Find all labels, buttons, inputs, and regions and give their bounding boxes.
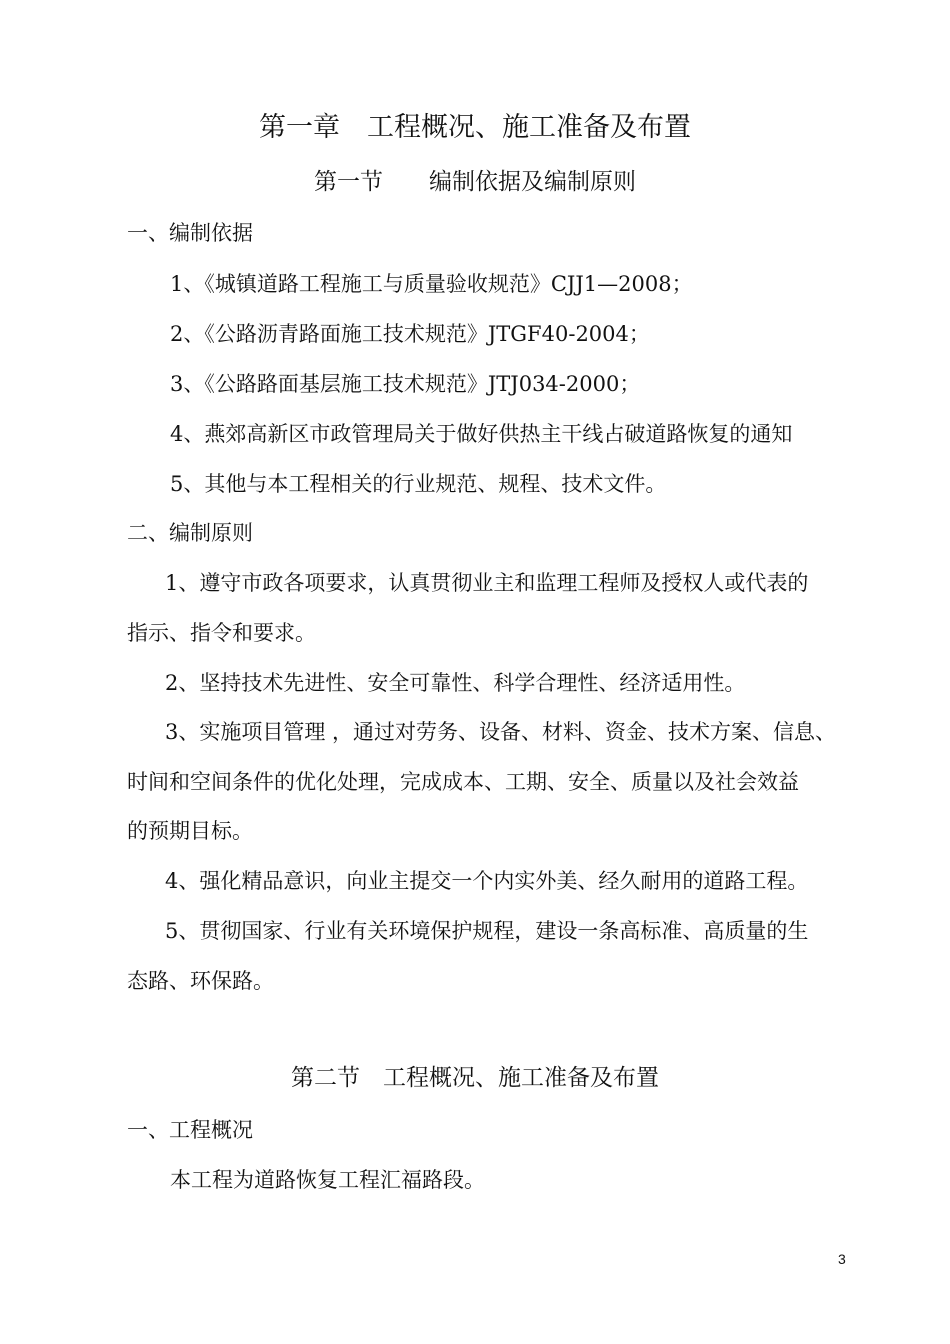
basis-item-2: 2、《公路沥青路面施工技术规范》JTGF40-2004； (170, 322, 650, 346)
principle-line-7: 4、强化精品意识，向业主提交一个内实外美、经久耐用的道路工程。 (165, 869, 809, 893)
overview-text: 本工程为道路恢复工程汇福路段。 (170, 1168, 485, 1192)
page-number: 3 (838, 1251, 846, 1267)
basis-item-4: 4、燕郊高新区市政管理局关于做好供热主干线占破道路恢复的通知 (170, 422, 793, 446)
section-1-title: 第一节 编制依据及编制原则 (314, 169, 636, 195)
basis-item-3: 3、《公路路面基层施工技术规范》JTJ034-2000； (170, 372, 641, 396)
principle-line-6: 的预期目标。 (127, 819, 253, 843)
overview-heading: 一、工程概况 (127, 1118, 253, 1142)
basis-item-5: 5、其他与本工程相关的行业规范、规程、技术文件。 (170, 472, 667, 496)
principles-heading: 二、编制原则 (127, 521, 253, 545)
chapter-title: 第一章 工程概况、施工准备及布置 (259, 112, 691, 143)
section-2-title: 第二节 工程概况、施工准备及布置 (291, 1065, 659, 1091)
principle-line-2: 指示、指令和要求。 (127, 621, 316, 645)
principle-line-9: 态路、环保路。 (127, 969, 274, 993)
principle-line-4: 3、实施项目管理 ，通过对劳务、设备、材料、资金、技术方案、信息、 (165, 720, 837, 744)
basis-heading: 一、编制依据 (127, 221, 253, 245)
principle-line-3: 2、坚持技术先进性、安全可靠性、科学合理性、经济适用性。 (165, 671, 746, 695)
basis-item-1: 1、《城镇道路工程施工与质量验收规范》CJJ1—2008； (170, 272, 693, 296)
principle-line-5: 时间和空间条件的优化处理，完成成本、工期、安全、质量以及社会效益 (127, 770, 799, 794)
principle-line-1: 1、遵守市政各项要求，认真贯彻业主和监理工程师及授权人或代表的 (165, 571, 809, 595)
principle-line-8: 5、贯彻国家、行业有关环境保护规程，建设一条高标准、高质量的生 (165, 919, 809, 943)
